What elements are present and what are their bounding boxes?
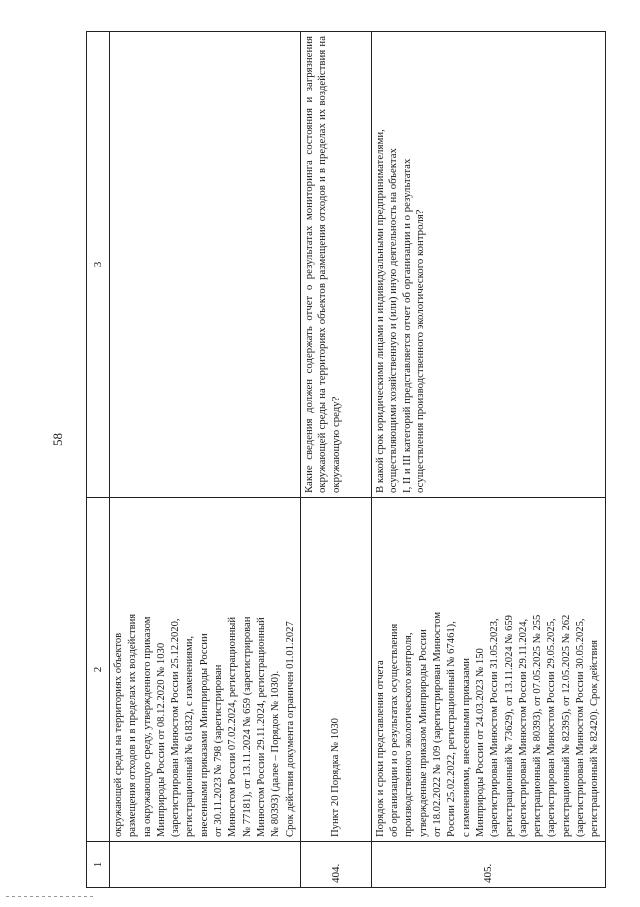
question-line: осуществляющими хозяйственную и (или) иную деятельность на объектах [387,148,400,493]
reference-line: Минюстом России 29.11.2024, регистрационный [255,617,267,837]
reference-line: от 18.02.2022 № 109 (зарегистрирован Минюстом [432,611,444,837]
reference-line: России 25.02.2022, регистрационный № 67461), [446,621,458,837]
reference-line: регистрационный № 80393), от 07.05.2025 № 255 [532,614,544,837]
legal-reference [300,498,371,842]
header-col-3: 3 [87,32,110,498]
legal-reference [371,498,605,842]
header-col-1: 1 [87,842,110,888]
table-row [300,32,371,888]
reference-line: Срок действия документа ограничен 01.01.2027 [284,621,296,837]
rotated-table-container [86,32,601,888]
table-header-row [87,32,110,888]
reference-line: регистрационный № 73629), от 13.11.2024 № 659 [503,615,515,837]
reference-line: (зарегистрирован Минюстом России 30.05.2025, [575,618,587,837]
reference-line: № 77181), от 13.11.2024 № 659 (зарегистрирован [241,616,253,837]
reference-line: (зарегистрирован Минюстом России 25.12.2020, [170,618,182,837]
header-col-2: 2 [87,498,110,842]
question-cell [110,32,301,498]
reference-line: регистрационный № 61832), с изменениями, [184,635,196,837]
reference-line: (зарегистрирован Минюстом России 29.11.2024, [517,618,529,837]
row-number: 404. [300,842,371,888]
reference-line: Порядок и сроки представления отчета [374,660,386,837]
legal-reference [110,498,301,842]
question-line: осуществления производственного экологического контроля? [414,209,427,493]
reference-line: Минприроды России от 08.12.2020 № 1030 [155,642,167,837]
reference-line: Минприроды России от 24.03.2023 № 150 [474,648,486,837]
question-line: I, II и III категорий представляется отчет об организации и о результатах [400,158,413,493]
reference-line: размещения отходов и в пределах их воздействия [127,613,139,837]
reference-line: (зарегистрирован Минюстом России 29.05.2025, [546,618,558,837]
question-line: В какой срок юридическими лицами и индивидуальными предпринимателями, [373,129,386,493]
reference-line: (зарегистрирован Минюстом России 31.05.2023, [489,618,501,837]
question-cell: Какие сведения должен содержать отчет о результатах мониторинга состояния и загрязнения окружающей среды на территориях объектов размещения отходов и в пределах их воздействия на окружающую среду? [300,32,371,498]
reference-line: окружающей среды на территориях объектов [113,632,124,837]
reference-line: регистрационный № 82420). Срок действия [589,639,601,837]
requirements-table [86,31,606,888]
row-number: 405. [371,842,605,888]
reference-line: Пункт 20 Порядка № 1030 [329,718,341,837]
reference-line: от 30.11.2023 № 798 (зарегистрирован [213,664,225,837]
reference-line: внесенными приказами Минприроды России [198,633,210,837]
reference-line: с изменениями, внесенными приказами [460,658,472,837]
reference-line: утвержденные приказом Минприроды России [417,629,429,837]
reference-line: производственного экологического контроля, [403,632,415,837]
table-row [371,32,605,888]
page-number: 58 [50,433,65,446]
question-cell [371,32,605,498]
scan-artifact-line [6,896,96,897]
row-number [110,842,301,888]
reference-line: об организации и о результатах осуществления [389,623,401,837]
reference-line: на окружающую среду, утвержденного приказом [141,616,153,837]
reference-line: № 80393) (далее – Порядок № 1030). [270,670,282,837]
reference-line: Минюстом России 07.02.2024, регистрационный [227,616,239,837]
reference-line: регистрационный № 82395), от 12.05.2025 № 262 [560,614,572,837]
table-row [110,32,301,888]
